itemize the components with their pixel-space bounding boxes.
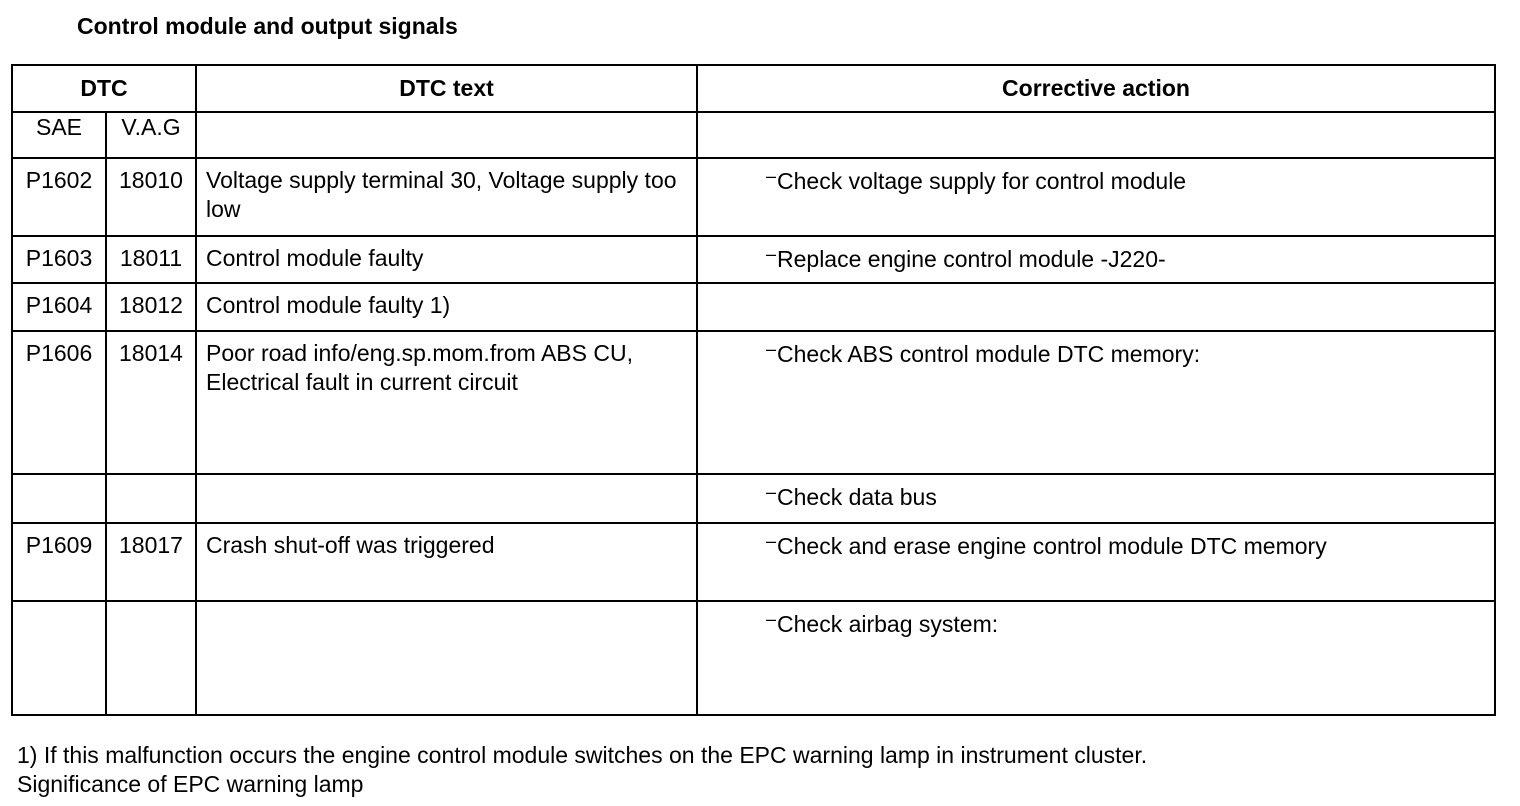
sae-code: P1604 <box>12 283 106 331</box>
corrective-action <box>697 474 1495 523</box>
corrective-action <box>697 601 1495 715</box>
sae-code <box>12 474 106 523</box>
table-row <box>12 236 1495 283</box>
subheader-sae: SAE <box>12 112 106 158</box>
vag-code: 18014 <box>106 331 196 474</box>
vag-code <box>106 601 196 715</box>
table-header-row <box>12 65 1495 112</box>
table-row <box>12 601 1495 715</box>
header-corrective-action: Corrective action <box>697 65 1495 112</box>
action-text: Check airbag system: <box>777 611 999 637</box>
table-subheader-row <box>12 112 1495 158</box>
sae-code: P1609 <box>12 523 106 601</box>
footnote-line: Significance of EPC warning lamp <box>17 771 364 797</box>
table-row <box>12 331 1495 474</box>
subheader-vag: V.A.G <box>106 112 196 158</box>
dtc-text: Control module faulty <box>196 236 697 283</box>
table-row <box>12 474 1495 523</box>
subheader-empty-text <box>196 112 697 158</box>
sae-code: P1603 <box>12 236 106 283</box>
table-row <box>12 283 1495 331</box>
corrective-action <box>697 523 1495 601</box>
table-row <box>12 158 1495 236</box>
dtc-text: Crash shut-off was triggered <box>196 523 697 601</box>
dash-bullet: – <box>766 609 777 629</box>
action-text: Check voltage supply for control module <box>777 168 1187 194</box>
corrective-action <box>697 236 1495 283</box>
subheader-empty-action <box>697 112 1495 158</box>
header-dtc-text: DTC text <box>196 65 697 112</box>
action-text: Check ABS control module DTC memory: <box>777 341 1201 367</box>
corrective-action <box>697 158 1495 236</box>
sae-code: P1606 <box>12 331 106 474</box>
corrective-action <box>697 331 1495 474</box>
corrective-action <box>697 283 1495 331</box>
dtc-text: Control module faulty 1) <box>196 283 697 331</box>
dtc-text <box>196 601 697 715</box>
footnote-line: 1) If this malfunction occurs the engine control module switches on the EPC warning lamp in instrument cluster. <box>17 742 1148 768</box>
vag-code: 18012 <box>106 283 196 331</box>
dash-bullet: – <box>766 166 777 186</box>
dtc-text: Poor road info/eng.sp.mom.from ABS CU, Electrical fault in current circuit <box>196 331 697 474</box>
vag-code: 18011 <box>106 236 196 283</box>
dtc-text: Voltage supply terminal 30, Voltage supply too low <box>196 158 697 236</box>
page-title: Control module and output signals <box>77 13 458 39</box>
action-text: Replace engine control module -J220- <box>777 246 1166 272</box>
dtc-table <box>11 64 1496 716</box>
vag-code <box>106 474 196 523</box>
dtc-text <box>196 474 697 523</box>
dash-bullet: – <box>766 531 777 551</box>
action-text: Check and erase engine control module DTC memory <box>777 533 1327 559</box>
sae-code <box>12 601 106 715</box>
dash-bullet: – <box>766 339 777 359</box>
dash-bullet: – <box>766 482 777 502</box>
header-dtc: DTC <box>12 65 196 112</box>
footnote <box>17 741 1147 799</box>
vag-code: 18017 <box>106 523 196 601</box>
action-text: Check data bus <box>777 484 937 510</box>
table-row <box>12 523 1495 601</box>
dash-bullet: – <box>766 244 777 264</box>
sae-code: P1602 <box>12 158 106 236</box>
vag-code: 18010 <box>106 158 196 236</box>
